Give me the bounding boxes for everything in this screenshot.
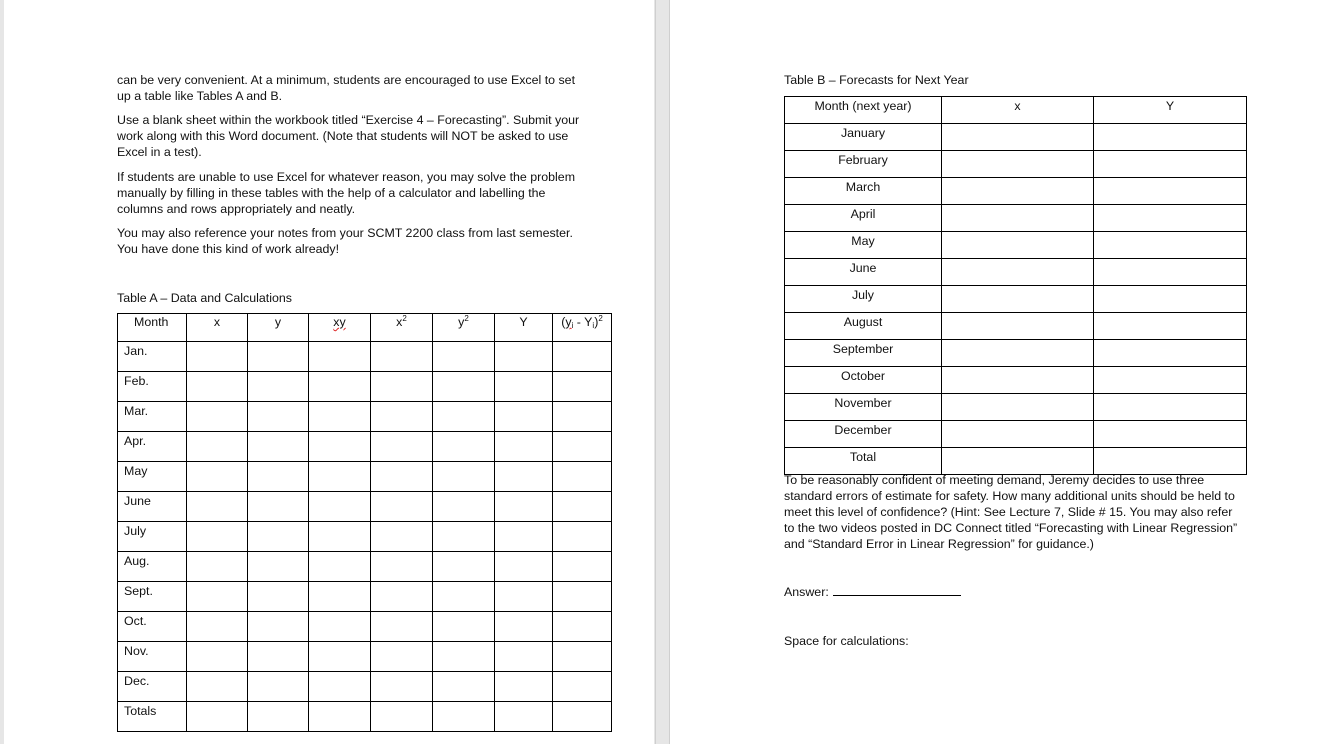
- table-a-empty-cell[interactable]: [433, 372, 495, 402]
- table-a-empty-cell[interactable]: [187, 612, 248, 642]
- table-row: [785, 178, 1247, 205]
- table-b-row-label: October: [785, 367, 942, 394]
- table-a-row-label: Nov.: [118, 642, 187, 672]
- err-exp: 2: [598, 314, 603, 323]
- table-a-empty-cell[interactable]: [309, 372, 371, 402]
- table-b-forecasts[interactable]: [784, 96, 1247, 475]
- header-x2-base: x: [396, 315, 403, 329]
- table-a-empty-cell[interactable]: [187, 492, 248, 522]
- table-a-empty-cell[interactable]: [248, 582, 309, 612]
- calculation-space-label: Space for calculations:: [784, 634, 909, 648]
- header-xy-text: xy: [333, 315, 346, 329]
- table-row: [118, 582, 612, 612]
- table-a-empty-cell[interactable]: [433, 642, 495, 672]
- table-a-empty-cell[interactable]: [371, 462, 433, 492]
- table-b-row-label: April: [785, 205, 942, 232]
- table-b-empty-cell[interactable]: [1094, 259, 1247, 286]
- table-a-data-calculations[interactable]: [117, 313, 612, 732]
- table-b-empty-cell[interactable]: [1094, 124, 1247, 151]
- table-b-empty-cell[interactable]: [1094, 151, 1247, 178]
- table-b-empty-cell[interactable]: [942, 448, 1094, 475]
- table-a-body: [118, 342, 612, 732]
- table-b-caption: Table B – Forecasts for Next Year: [784, 73, 969, 87]
- table-a-empty-cell[interactable]: [371, 342, 433, 372]
- table-b-empty-cell[interactable]: [1094, 448, 1247, 475]
- table-b-empty-cell[interactable]: [942, 259, 1094, 286]
- table-a-caption: Table A – Data and Calculations: [117, 291, 292, 305]
- table-b-row-label: March: [785, 178, 942, 205]
- table-a-empty-cell[interactable]: [187, 462, 248, 492]
- table-row: [118, 492, 612, 522]
- table-a-empty-cell[interactable]: [553, 462, 612, 492]
- table-row: [785, 421, 1247, 448]
- table-b-empty-cell[interactable]: [942, 151, 1094, 178]
- table-a-empty-cell[interactable]: [248, 402, 309, 432]
- table-a-header-row: [118, 314, 612, 342]
- table-a-empty-cell[interactable]: [371, 582, 433, 612]
- table-a-empty-cell[interactable]: [495, 372, 553, 402]
- table-b-empty-cell[interactable]: [1094, 286, 1247, 313]
- table-a-empty-cell[interactable]: [371, 612, 433, 642]
- table-a-empty-cell[interactable]: [553, 702, 612, 732]
- paragraph-excel-intro: can be very convenient. At a minimum, students are encouraged to use Excel to set up a table like Tables A and B.: [117, 73, 576, 103]
- header-y2-base: y: [458, 315, 465, 329]
- table-a-empty-cell[interactable]: [495, 402, 553, 432]
- table-b-row-label: May: [785, 232, 942, 259]
- table-row: [785, 313, 1247, 340]
- table-a-empty-cell[interactable]: [553, 402, 612, 432]
- table-a-empty-cell[interactable]: [433, 612, 495, 642]
- table-a-header-y-squared: [433, 314, 495, 342]
- header-x2-exp: 2: [402, 314, 407, 323]
- table-row: [118, 372, 612, 402]
- table-a-empty-cell[interactable]: [495, 702, 553, 732]
- table-b-header-month: Month (next year): [785, 97, 942, 124]
- table-a-empty-cell[interactable]: [248, 342, 309, 372]
- table-a-empty-cell[interactable]: [309, 522, 371, 552]
- answer-label: Answer:: [784, 585, 829, 599]
- table-a-empty-cell[interactable]: [433, 702, 495, 732]
- table-a-header-x-squared: [371, 314, 433, 342]
- paragraph-standard-error: To be reasonably confident of meeting demand, Jeremy decides to use three standard errors of estimate for safety. How many additional units should be held to meet this level of confidence? (Hint: See Lecture 7, Slide # 15. You may also refer to the two videos posted in DC Connect titled “Forecasting with Linear Regression” and “Standard Error in Linear Regression” for guidance.): [784, 473, 1238, 551]
- table-a-empty-cell[interactable]: [187, 522, 248, 552]
- document-page-right[interactable]: [670, 0, 1323, 744]
- table-a-empty-cell[interactable]: [248, 672, 309, 702]
- table-a-empty-cell[interactable]: [371, 372, 433, 402]
- table-a-empty-cell[interactable]: [371, 642, 433, 672]
- table-a-empty-cell[interactable]: [248, 552, 309, 582]
- table-b-empty-cell[interactable]: [1094, 232, 1247, 259]
- table-a-empty-cell[interactable]: [553, 552, 612, 582]
- table-b-empty-cell[interactable]: [942, 367, 1094, 394]
- table-a-empty-cell[interactable]: [248, 612, 309, 642]
- table-row: [118, 402, 612, 432]
- table-a-empty-cell[interactable]: [187, 342, 248, 372]
- table-a-empty-cell[interactable]: [248, 642, 309, 672]
- err-i1: i: [571, 321, 574, 330]
- table-a-header-squared-error: [553, 314, 612, 342]
- table-a-empty-cell[interactable]: [248, 522, 309, 552]
- table-b-row-label: June: [785, 259, 942, 286]
- table-a-empty-cell[interactable]: [371, 402, 433, 432]
- err-open: (: [561, 315, 566, 329]
- table-a-row-label: Aug.: [118, 552, 187, 582]
- table-a-empty-cell[interactable]: [187, 432, 248, 462]
- table-a-empty-cell[interactable]: [248, 432, 309, 462]
- table-a-empty-cell[interactable]: [553, 492, 612, 522]
- table-b-empty-cell[interactable]: [942, 124, 1094, 151]
- table-a-empty-cell[interactable]: [187, 552, 248, 582]
- table-b-empty-cell[interactable]: [942, 205, 1094, 232]
- table-a-empty-cell[interactable]: [553, 522, 612, 552]
- table-a-empty-cell[interactable]: [433, 492, 495, 522]
- table-row: [785, 367, 1247, 394]
- table-a-empty-cell[interactable]: [309, 342, 371, 372]
- table-a-empty-cell[interactable]: [433, 582, 495, 612]
- table-a-header-x: x: [187, 314, 248, 342]
- table-a-empty-cell[interactable]: [495, 582, 553, 612]
- table-a-empty-cell[interactable]: [495, 492, 553, 522]
- table-a-empty-cell[interactable]: [495, 672, 553, 702]
- table-row: [785, 448, 1247, 475]
- table-row: [785, 286, 1247, 313]
- table-a-row-label: Jan.: [118, 342, 187, 372]
- table-b-empty-cell[interactable]: [1094, 313, 1247, 340]
- table-row: [118, 522, 612, 552]
- table-a-empty-cell[interactable]: [309, 552, 371, 582]
- document-page-left[interactable]: [4, 0, 654, 744]
- table-a-empty-cell[interactable]: [309, 432, 371, 462]
- table-row: [118, 342, 612, 372]
- table-a-empty-cell[interactable]: [371, 552, 433, 582]
- table-a-empty-cell[interactable]: [433, 462, 495, 492]
- table-a-empty-cell[interactable]: [309, 492, 371, 522]
- table-row: [118, 672, 612, 702]
- table-b-header-x: x: [942, 97, 1094, 124]
- table-a-empty-cell[interactable]: [495, 522, 553, 552]
- table-a-header-month: Month: [118, 314, 187, 342]
- answer-blank[interactable]: [833, 585, 961, 596]
- table-b-empty-cell[interactable]: [942, 232, 1094, 259]
- table-a-empty-cell[interactable]: [371, 432, 433, 462]
- table-row: [118, 432, 612, 462]
- table-a-empty-cell[interactable]: [248, 702, 309, 732]
- err-y: y: [565, 315, 572, 329]
- table-b-row-label: January: [785, 124, 942, 151]
- table-a-empty-cell[interactable]: [433, 672, 495, 702]
- table-b-empty-cell[interactable]: [1094, 340, 1247, 367]
- table-b-empty-cell[interactable]: [1094, 205, 1247, 232]
- table-b-empty-cell[interactable]: [1094, 394, 1247, 421]
- table-a-row-label: Oct.: [118, 612, 187, 642]
- table-a-empty-cell[interactable]: [553, 582, 612, 612]
- table-a-empty-cell[interactable]: [433, 402, 495, 432]
- table-a-row-label: July: [118, 522, 187, 552]
- table-row: [785, 124, 1247, 151]
- table-b-header-Y: Y: [1094, 97, 1247, 124]
- table-a-empty-cell[interactable]: [187, 372, 248, 402]
- table-a-row-label: June: [118, 492, 187, 522]
- table-row: [785, 151, 1247, 178]
- table-a-empty-cell[interactable]: [553, 612, 612, 642]
- table-a-empty-cell[interactable]: [495, 642, 553, 672]
- table-a-row-label: Dec.: [118, 672, 187, 702]
- table-row: [785, 205, 1247, 232]
- table-b-empty-cell[interactable]: [942, 394, 1094, 421]
- table-a-empty-cell[interactable]: [309, 642, 371, 672]
- table-a-header-xy: [309, 314, 371, 342]
- table-a-empty-cell[interactable]: [433, 522, 495, 552]
- table-a-empty-cell[interactable]: [187, 402, 248, 432]
- table-row: [785, 340, 1247, 367]
- table-b-empty-cell[interactable]: [1094, 178, 1247, 205]
- table-b-row-label: July: [785, 286, 942, 313]
- table-a-empty-cell[interactable]: [371, 492, 433, 522]
- table-b-row-label: December: [785, 421, 942, 448]
- table-row: [118, 702, 612, 732]
- table-a-row-label: Feb.: [118, 372, 187, 402]
- table-a-empty-cell[interactable]: [433, 342, 495, 372]
- table-a-empty-cell[interactable]: [371, 672, 433, 702]
- table-a-empty-cell[interactable]: [371, 522, 433, 552]
- table-row: [785, 232, 1247, 259]
- table-a-empty-cell[interactable]: [495, 462, 553, 492]
- table-b-row-label: Total: [785, 448, 942, 475]
- paragraph-reference-notes: You may also reference your notes from your SCMT 2200 class from last semester. You have done this kind of work already!: [117, 226, 573, 256]
- table-row: [118, 552, 612, 582]
- table-a-row-label: Totals: [118, 702, 187, 732]
- table-a-empty-cell[interactable]: [187, 702, 248, 732]
- table-a-header-y: y: [248, 314, 309, 342]
- table-a-empty-cell[interactable]: [248, 372, 309, 402]
- table-a-empty-cell[interactable]: [433, 552, 495, 582]
- table-b-row-label: September: [785, 340, 942, 367]
- table-b-header-row: [785, 97, 1247, 124]
- table-a-empty-cell[interactable]: [187, 642, 248, 672]
- table-b-body: [785, 124, 1247, 475]
- table-a-row-label: May: [118, 462, 187, 492]
- table-row: [785, 259, 1247, 286]
- err-close: ): [594, 315, 599, 329]
- table-a-empty-cell[interactable]: [553, 642, 612, 672]
- table-b-empty-cell[interactable]: [942, 178, 1094, 205]
- table-a-empty-cell[interactable]: [309, 672, 371, 702]
- table-b-empty-cell[interactable]: [942, 340, 1094, 367]
- table-row: [785, 394, 1247, 421]
- table-a-empty-cell[interactable]: [495, 432, 553, 462]
- paragraph-blank-sheet: Use a blank sheet within the workbook titled “Exercise 4 – Forecasting”. Submit your work along with this Word document. (Note that students will NOT be asked to use Excel in a test).: [117, 113, 580, 159]
- table-a-empty-cell[interactable]: [309, 462, 371, 492]
- table-a-empty-cell[interactable]: [495, 342, 553, 372]
- table-row: [118, 612, 612, 642]
- table-row: [118, 642, 612, 672]
- answer-row: [784, 584, 961, 600]
- table-b-row-label: February: [785, 151, 942, 178]
- table-a-empty-cell[interactable]: [371, 702, 433, 732]
- table-a-empty-cell[interactable]: [309, 402, 371, 432]
- table-a-row-label: Apr.: [118, 432, 187, 462]
- page-gap-divider: [655, 0, 656, 744]
- table-a-empty-cell[interactable]: [433, 432, 495, 462]
- table-b-empty-cell[interactable]: [942, 421, 1094, 448]
- table-a-header-forecast-Y: Y: [495, 314, 553, 342]
- table-b-empty-cell[interactable]: [942, 286, 1094, 313]
- paragraph-manual-solve: If students are unable to use Excel for whatever reason, you may solve the problem manually by filling in these tables with the help of a calculator and labelling the columns and rows appropriately and neatly.: [117, 170, 576, 216]
- table-a-empty-cell[interactable]: [553, 672, 612, 702]
- table-a-empty-cell[interactable]: [553, 372, 612, 402]
- table-row: [118, 462, 612, 492]
- table-b-row-label: August: [785, 313, 942, 340]
- table-b-empty-cell[interactable]: [942, 313, 1094, 340]
- table-a-empty-cell[interactable]: [187, 582, 248, 612]
- table-b-row-label: November: [785, 394, 942, 421]
- table-a-empty-cell[interactable]: [309, 702, 371, 732]
- header-y2-exp: 2: [464, 314, 469, 323]
- table-a-empty-cell[interactable]: [495, 552, 553, 582]
- table-b-empty-cell[interactable]: [1094, 421, 1247, 448]
- table-b-empty-cell[interactable]: [1094, 367, 1247, 394]
- table-a-row-label: Sept.: [118, 582, 187, 612]
- table-a-empty-cell[interactable]: [553, 342, 612, 372]
- table-a-empty-cell[interactable]: [309, 612, 371, 642]
- table-a-empty-cell[interactable]: [187, 672, 248, 702]
- table-a-empty-cell[interactable]: [309, 582, 371, 612]
- table-a-row-label: Mar.: [118, 402, 187, 432]
- table-a-empty-cell[interactable]: [248, 462, 309, 492]
- err-i2: i: [592, 321, 595, 330]
- table-a-empty-cell[interactable]: [553, 432, 612, 462]
- table-a-empty-cell[interactable]: [248, 492, 309, 522]
- err-dash: - Y: [573, 315, 593, 329]
- table-a-empty-cell[interactable]: [495, 612, 553, 642]
